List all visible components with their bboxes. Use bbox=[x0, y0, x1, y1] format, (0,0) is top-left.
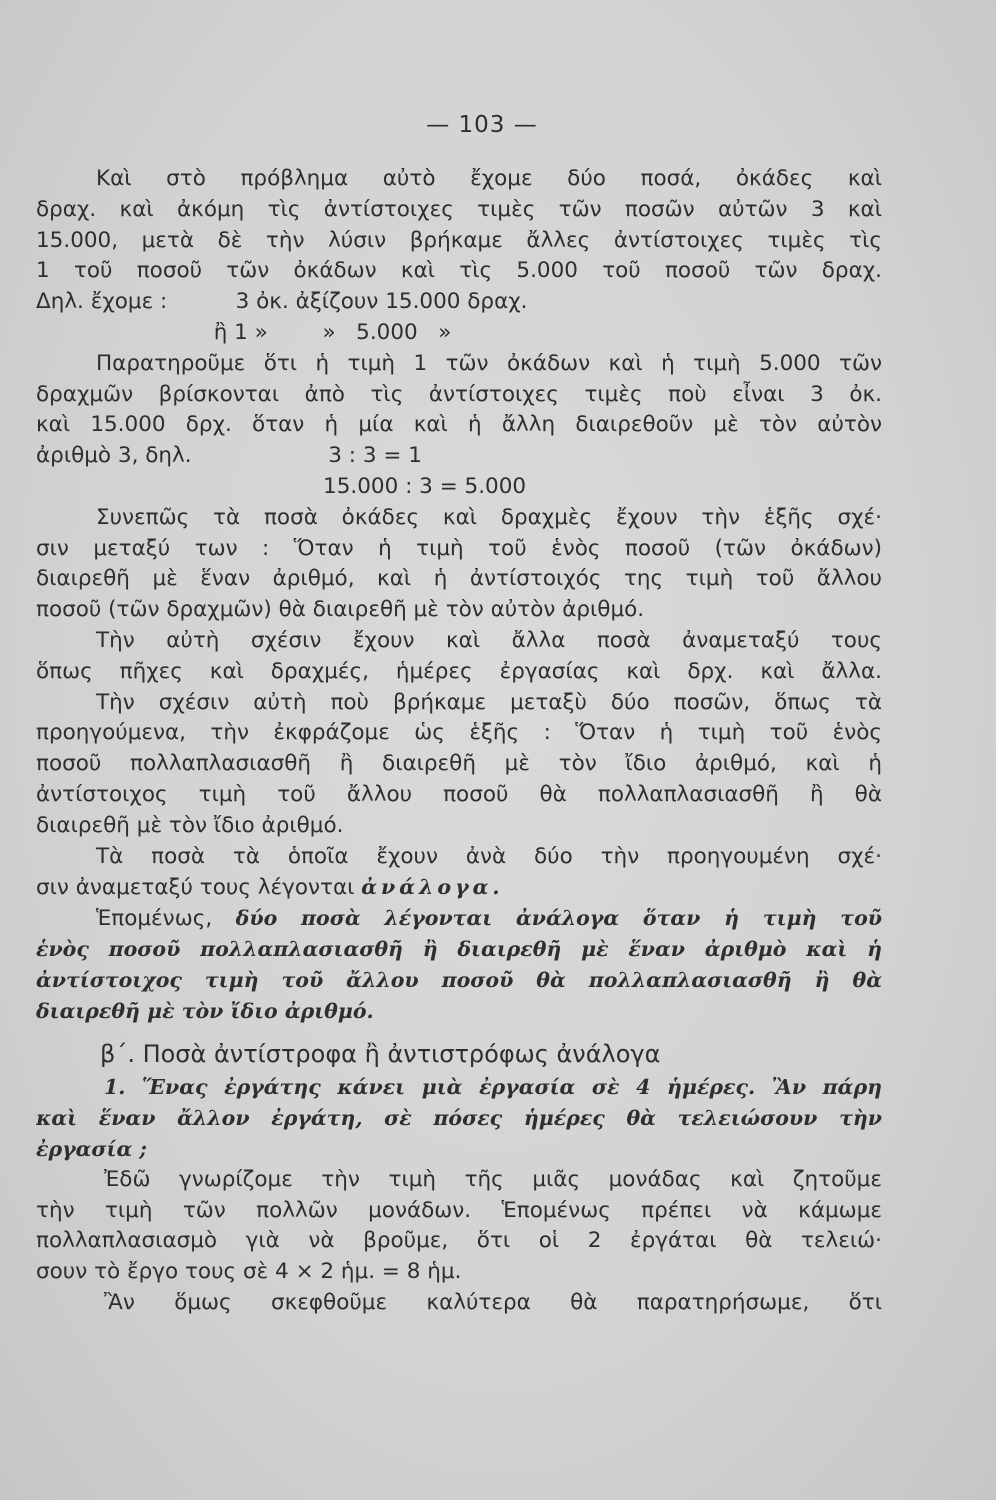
text-line: Τὰ ποσὰ τὰ ὁποῖα ἔχουν ἀνὰ δύο τὴν προηγουμένη σχέ· bbox=[96, 843, 882, 869]
definition-line: ἀντίστοιχος τιμὴ τοῦ ἄλλου ποσοῦ θὰ πολλαπλασιασθῆ ἢ θὰ bbox=[36, 967, 882, 992]
emphasis-term: ἀνάλογα. bbox=[361, 875, 504, 900]
text-line: πολλαπλασιασμὸ γιὰ νὰ βροῦμε, ὅτι οἱ 2 ἐργάται θὰ τελειώ· bbox=[36, 1228, 882, 1254]
text-line bbox=[36, 872, 882, 903]
text-segment: σιν ἀναμεταξύ τους λέγονται bbox=[36, 875, 355, 901]
text-line: Παρατηροῦμε ὅτι ἡ τιμὴ 1 τῶν ὀκάδων καὶ ἡ τιμὴ 5.000 τῶν bbox=[96, 350, 882, 376]
section-heading: β΄. Ποσὰ ἀντίστροφα ἢ ἀντιστρόφως ἀνάλογα bbox=[100, 1040, 661, 1069]
text-line: Συνεπῶς τὰ ποσὰ ὀκάδες καὶ δραχμὲς ἔχουν τὴν ἑξῆς σχέ· bbox=[96, 504, 882, 530]
text-line: 1 τοῦ ποσοῦ τῶν ὀκάδων καὶ τὶς 5.000 τοῦ ποσοῦ τῶν δραχ. bbox=[36, 258, 882, 284]
problem-line: καὶ ἕναν ἄλλον ἐργάτη, σὲ πόσες ἡμέρες θὰ τελειώσουν τὴν bbox=[36, 1106, 882, 1131]
text-line: 15.000, μετὰ δὲ τὴν λύσιν βρήκαμε ἄλλες ἀντίστοιχες τιμὲς τὶς bbox=[36, 227, 882, 253]
text-line: προηγούμενα, τὴν ἐκφράζομε ὡς ἑξῆς : Ὅταν ἡ τιμὴ τοῦ ἑνὸς bbox=[36, 720, 882, 746]
text-line bbox=[36, 903, 882, 934]
text-line: Καὶ στὸ πρόβλημα αὐτὸ ἔχομε δύο ποσά, ὀκάδες καὶ bbox=[96, 166, 882, 191]
text-line: δραχμῶν βρίσκονται ἀπὸ τὶς ἀντίστοιχες τιμὲς ποὺ εἶναι 3 ὀκ. bbox=[36, 381, 882, 407]
definition-line: διαιρεθῆ μὲ τὸν ἴδιο ἀριθμό. bbox=[36, 998, 374, 1023]
text-line: Δηλ. ἔχομε : 3 ὀκ. ἀξίζουν 15.000 δραχ. bbox=[36, 289, 528, 315]
text-line: ἢ 1 » » 5.000 » bbox=[36, 319, 452, 345]
text-line: σουν τὸ ἔργο τους σὲ 4 × 2 ἡμ. = 8 ἡμ. bbox=[36, 1259, 462, 1285]
text-line: ὅπως πῆχες καὶ δραχμές, ἡμέρες ἐργασίας καὶ δρχ. καὶ ἄλλα. bbox=[36, 658, 882, 684]
equation-line: 15.000 : 3 = 5.000 bbox=[36, 473, 527, 499]
text-line: σιν μεταξύ των : Ὅταν ἡ τιμὴ τοῦ ἑνὸς ποσοῦ (τῶν ὀκάδων) bbox=[36, 535, 882, 561]
text-line: διαιρεθῆ μὲ ἕναν ἀριθμό, καὶ ἡ ἀντίστοιχός της τιμὴ τοῦ ἄλλου bbox=[36, 566, 882, 592]
text-line: διαιρεθῆ μὲ τὸν ἴδιο ἀριθμό. bbox=[36, 812, 344, 838]
problem-line: ἐργασία ; bbox=[36, 1136, 147, 1161]
text-line: καὶ 15.000 δρχ. ὅταν ἡ μία καὶ ἡ ἄλλη διαιρεθοῦν μὲ τὸν αὐτὸν bbox=[36, 412, 882, 438]
text-line: δραχ. καὶ ἀκόμη τὶς ἀντίστοιχες τιμὲς τῶν ποσῶν αὐτῶν 3 καὶ bbox=[36, 196, 882, 222]
page-number: — 103 — bbox=[426, 112, 538, 138]
text-line: Ἂν ὅμως σκεφθοῦμε καλύτερα θὰ παρατηρήσωμε, ὅτι bbox=[104, 1289, 882, 1315]
definition-text: δύο ποσὰ λέγονται ἀνάλογα ὅταν ἡ τιμὴ τοῦ bbox=[235, 906, 882, 931]
text-line: ἀντίστοιχος τιμὴ τοῦ ἄλλου ποσοῦ θὰ πολλαπλασιασθῆ ἢ θὰ bbox=[36, 781, 882, 807]
text-segment: Ἑπομένως, bbox=[96, 906, 213, 932]
text-line: Τὴν σχέσιν αὐτὴ ποὺ βρήκαμε μεταξὺ δύο ποσῶν, ὅπως τὰ bbox=[96, 689, 882, 715]
text-line: ποσοῦ πολλαπλασιασθῆ ἢ διαιρεθῆ μὲ τὸν ἴδιο ἀριθμό, καὶ ἡ bbox=[36, 751, 882, 777]
problem-line: 1. Ἕνας ἐργάτης κάνει μιὰ ἐργασία σὲ 4 ἡμέρες. Ἂν πάρη bbox=[104, 1075, 882, 1100]
text-line: τὴν τιμὴ τῶν πολλῶν μονάδων. Ἑπομένως πρέπει νὰ κάμωμε bbox=[36, 1197, 882, 1223]
text-line: ποσοῦ (τῶν δραχμῶν) θὰ διαιρεθῆ μὲ τὸν αὐτὸν ἀριθμό. bbox=[36, 597, 645, 623]
text-line: Ἐδῶ γνωρίζομε τὴν τιμὴ τῆς μιᾶς μονάδας καὶ ζητοῦμε bbox=[104, 1166, 882, 1192]
page-body bbox=[36, 164, 882, 1319]
equation-line: ἀριθμὸ 3, δηλ. 3 : 3 = 1 bbox=[36, 443, 422, 469]
definition-line: ἑνὸς ποσοῦ πολλαπλασιασθῆ ἢ διαιρεθῆ μὲ ἕναν ἀριθμὸ καὶ ἡ bbox=[36, 936, 882, 961]
text-line: Τὴν αὐτὴ σχέσιν ἔχουν καὶ ἄλλα ποσὰ ἀναμεταξύ τους bbox=[96, 627, 882, 653]
